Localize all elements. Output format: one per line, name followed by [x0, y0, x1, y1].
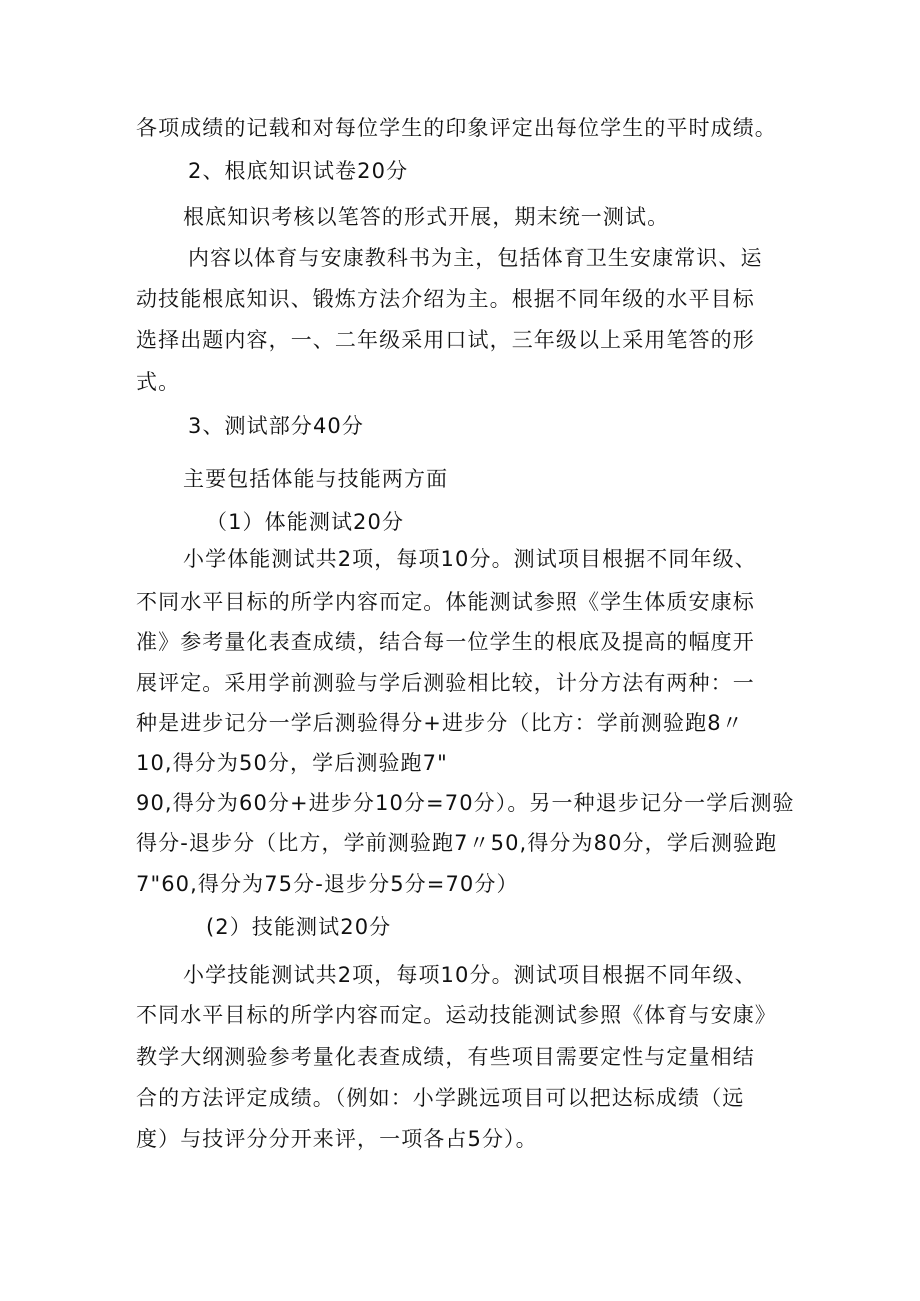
text-line: 10,得分为50分，学后测验跑7"	[136, 751, 448, 775]
text-line: 90,得分为60分+进步分10分=70分）。另一种退步记分一学后测验	[136, 791, 795, 815]
text-line: 内容以体育与安康教科书为主，包括体育卫生安康常识、运	[188, 246, 763, 270]
subsection-heading: （1）体能测试20分	[206, 510, 405, 534]
subsection-heading: (2）技能测试20分	[206, 915, 392, 939]
text-line: 根底知识考核以笔答的形式开展，期末统一测试。	[183, 205, 670, 229]
text-line: 小学技能测试共2项，每项10分。测试项目根据不同年级、	[183, 963, 757, 987]
text-line: 展评定。采用学前测验与学后测验相比较，计分方法有两种：一	[136, 671, 755, 695]
text-line: 不同水平目标的所学内容而定。运动技能测试参照《体育与安康》	[136, 1003, 777, 1027]
text-line: 7"60,得分为75分-退步分5分=70分）	[136, 872, 519, 896]
text-line: 主要包括体能与技能两方面	[183, 467, 449, 491]
text-line: 式。	[136, 370, 181, 394]
text-line: 各项成绩的记载和对每位学生的印象评定出每位学生的平时成绩。	[136, 116, 777, 140]
text-line: 得分-退步分（比方，学前测验跑7〃50,得分为80分，学后测验跑	[136, 831, 778, 855]
section-heading: 3、测试部分40分	[188, 414, 364, 438]
text-line: 种是进步记分一学后测验得分+进步分（比方：学前测验跑8〃	[136, 711, 744, 735]
text-line: 合的方法评定成绩。（例如：小学跳远项目可以把达标成绩（远	[136, 1086, 745, 1110]
text-line: 教学大纲测验参考量化表查成绩，有些项目需要定性与定量相结	[136, 1045, 755, 1069]
text-line: 不同水平目标的所学内容而定。体能测试参照《学生体质安康标	[136, 590, 755, 614]
text-line: 选择出题内容，一、二年级采用口试，三年级以上采用笔答的形	[136, 328, 755, 352]
text-line: 动技能根底知识、锻炼方法介绍为主。根据不同年级的水平目标	[136, 287, 755, 311]
text-line: 小学体能测试共2项，每项10分。测试项目根据不同年级、	[183, 547, 757, 571]
text-line: 度）与技评分分开来评，一项各占5分）。	[136, 1127, 538, 1151]
section-heading: 2、根底知识试卷20分	[188, 159, 409, 183]
text-line: 准》参考量化表查成绩，结合每一位学生的根底及提高的幅度开	[136, 630, 755, 654]
